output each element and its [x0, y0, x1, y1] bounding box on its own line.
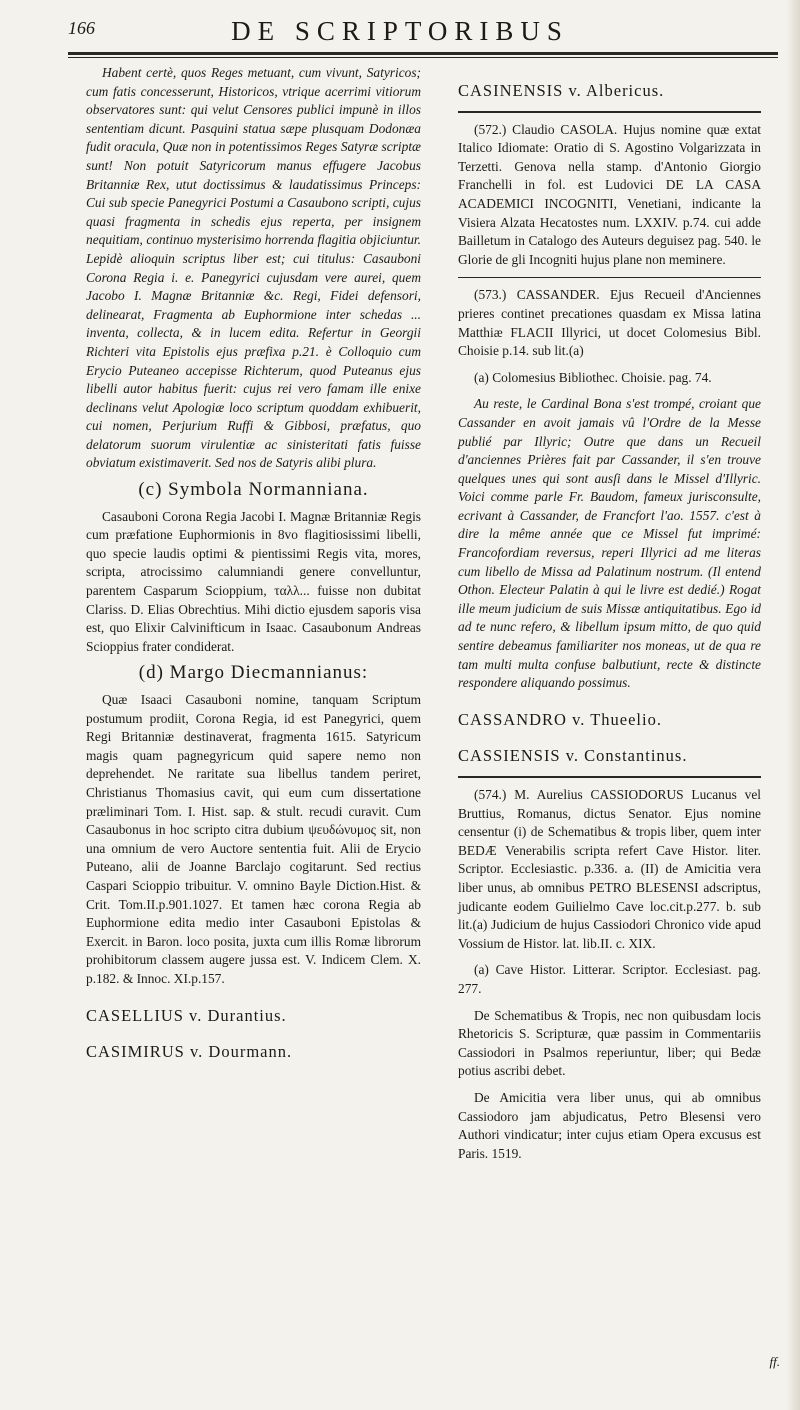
entry-572-casola: (572.) Claudio CASOLA. Hujus nomine quæ extat Italico Idiomate: Oratio di S. Agostino Volgarizzata in Terzetti. Genova nella stamp. d'Antonio Giorgio Franchelli in fol. est Ludovici DE LA CASA ACADEMICI INCOGNITI, Venetiani, indicante la Visiera Alzata Hecatostes num. LXXIV. p.74. cui adde Bailletum in Catalogo des Auteurs deguisez pag. 540. le Glorie de gli Incogniti hujus plane non meminere. [458, 121, 761, 267]
entry-rule [458, 277, 761, 278]
running-title: DE SCRIPTORIBUS [231, 16, 569, 46]
note-574b: De Schematibus & Tropis, nec non quibusdam locis Rhetoricis S. Scripturæ, quæ passim in Commentariis Cassiodori in Psalmos reperiuntur, liber; qui Bedæ potius ascribi debet. [458, 1007, 761, 1079]
entry-573-cassander: (573.) CASSANDER. Ejus Recueil d'Anciennes prieres continet precationes quasdam ex Missa latina Matthiæ FLACII Illyrici, ut docet Colomesius Bibl. Choisie p.14. sub lit.(a) [458, 287, 761, 359]
entry-casimirus: CASIMIRUS v. Dourmann. [86, 1042, 293, 1062]
page-edge-shadow [786, 0, 800, 1410]
entry-574-cassiodorus: (574.) M. Aurelius CASSIODORUS Lucanus vel Bruttius, Romanus, dictus Senator. Ejus nomine censentur (i) de Schematibus & tropis liber, quem inter BEDÆ Venerabilis scripta refert Cave Histor. liter. Scriptor. Ecclesiastic. p.336. a. (II) de Amicitia vera liber unus, ab omnibus PETRO BLESENSI adscriptus, judicante eodem Guilielmo Cave loc.cit.p.277. b. sub lit.(a) Judicium de hujus Cassiodori Chronico vide apud Vossium de Histor. lat. lib.II. c. XIX. [458, 787, 761, 951]
entry-rule [458, 111, 761, 113]
entry-rule [458, 776, 761, 778]
note-574a: (a) Cave Histor. Litterar. Scriptor. Ecclesiast. pag. 277. [458, 962, 761, 996]
right-column [458, 64, 761, 1171]
note-574c: De Amicitia vera liber unus, qui ab omnibus Cassiodoro jam abjudicatus, Petro Blesensi vero Authori vindicatur; inter cujus etiam Opera excusus est Paris. 1519. [458, 1089, 761, 1161]
header-rule [68, 52, 778, 55]
catchword: ff. [769, 1354, 780, 1369]
paragraph-symbola: Casauboni Corona Regia Jacobi I. Magnæ Britanniæ Regis cum præfatione Euphormionis in 8vo flagitiosissimi libelli, quo specie laudis optimi & pientissimi Regis vita, mores, scripta, atrocissimo calumniandi genere convelluntur, parentem Casparum Scioppium, ταλλ... fuisse non dubitat Clariss. D. Elias Obrechtius. Mihi dictio ejusdem saporis visa est, quo Elixir Calvinifticum in Isaac. Casaubonum Andreas Scioppius frater condiderat. [86, 508, 421, 654]
note-573a: (a) Colomesius Bibliothec. Choisie. pag. 74. [474, 369, 712, 385]
header-rule-thin [68, 57, 778, 58]
page-number: 166 [68, 18, 95, 38]
entry-cassandro: CASSANDRO v. Thueelio. [458, 709, 662, 729]
footnote-label-symbola: (c) Symbola Normanniana. [138, 479, 369, 501]
footnote-label-margo: (d) Margo Diecmannianus: [138, 662, 369, 684]
paragraph-satyrici: Habent certè, quos Reges metuant, cum vivunt, Satyricos; cum fatis concesserunt, Historicos, vtrique acerrimi vitiorum observatores sunt: qui velut Censores publici impunè in illos sententiam dicunt. Pasquini statua sæpe plusquam Dodonæa fudit oracula, Quæ non in potentissimos Reges Satyræ scriptæ sunt! Non potuit Satyricorum manus effugere Jacobus Britanniæ Rex, utut doctissimus & laudatissimus Princeps: Cui sub specie Panegyrici Postumi a Casaubono scripti, cujus quasi fragmenta in schedis ejus reperta, per insignem nequitiam, continuo mysterisimo horrenda flagitia objiciuntur. Lepidè alioquin scriptus liber est; cui titulus: Casauboni Corona Regia i. e. Panegyrici cujusdam vere aurei, quem Jacobo I. Magnæ Britanniæ &c. Regi, Fidei defensori, delinearat, Fragmenta ab Euphormione inter schedas ... inventa, collecta, & in lucem edita. Refertur in Georgii Richteri vita Epistolis ejus præfixa p.21. è Colloquio cum Erycio Puteaneo accepisse Richterum, quod Puteanus ejus libelli autor habitus fuerit: cujus rei vero famam ille enixe declinans velut Apologiæ loco scriptum quoddam exhibuerit, cui nomen, Perjurium Ruffi & Gibbosi, præfatus, quo delatorum suorum virulentiæ ac sinisteritati fatis fuisse obviatum existimaverit. Sed nos de Satyris alibi plura. [86, 65, 421, 471]
entry-casellius: CASELLIUS v. Durantius. [86, 1005, 287, 1025]
left-column [86, 64, 421, 1072]
entry-cassiensis: CASSIENSIS v. Constantinus. [458, 746, 688, 766]
paragraph-margo: Quæ Isaaci Casauboni nomine, tanquam Scriptum postumum prodiit, Corona Regia, id est Panegyrici, quem Regi Britanniæ destinaverat, fragmenta 1615. Satyricum magis quam pagnegyricum quid sapere nemo non deprehendet. Ne raritate sua libellus tandem periret, Christianus Thomasius cavit, qui eum cum dissertatione præliminari Tom. I. Hist. sap. & stult. recudi curavit. Cum Casaubonus in hoc scripto citra dubium ψευδώνυμος sit, non una omnium de vero Auctore sententia fuit. Alii de Erycio Puteano, alii de Joanne Barclajo cogitarunt. Sed rectius Caspari Scioppio tribuitur. V. omnino Bayle Diction.Hist. & Crit. Tom.II.p.901.1027. Et tamen hæc corona Regia ab Euphormione edita medio inter Casauboni Epistolas & Exercit. in Baron. loco posita, juxta cum illis Romæ librorum prohibitorum classem augere jussa est. V. Indicem Clem. X. p.182. & Innoc. XI.p.157. [86, 692, 421, 986]
entry-casinensis: CASINENSIS v. Albericus. [458, 81, 665, 100]
note-573b: Au reste, le Cardinal Bona s'est trompé, croiant que Cassander en avoit jamais vû l'Ordre de la Messe publié par Illyric; Outre que dans un Recueil d'anciennes Prières fait par Cassander, il s'en trouve quelques unes qui sont ausſi dans le Missel d'Illyric. Voici comme parle Fr. Baudom, fameux jurisconsulte, ecrivant à Cassander, de Francfort l'ao. 1557. c'est à dire la même année que ce Missel fut imprimé: Francofordiam reversus, reperi Illyrici ad me literas cum libello de Missa ad Palatinum nostrum. (Il entend Othon. Electeur Palatin à qui le livre est dedié.) Rogat ille meum judicium de suis Missæ antiquitatibus. Ego id ad te nunc refero, & libellum ipsum mitto, de quo quid sentire debeamus familiariter nos moneas, ut de qua re tam multi multa confuse balbutiunt, recte & distincte respondere aliquando possimus. [458, 396, 761, 691]
